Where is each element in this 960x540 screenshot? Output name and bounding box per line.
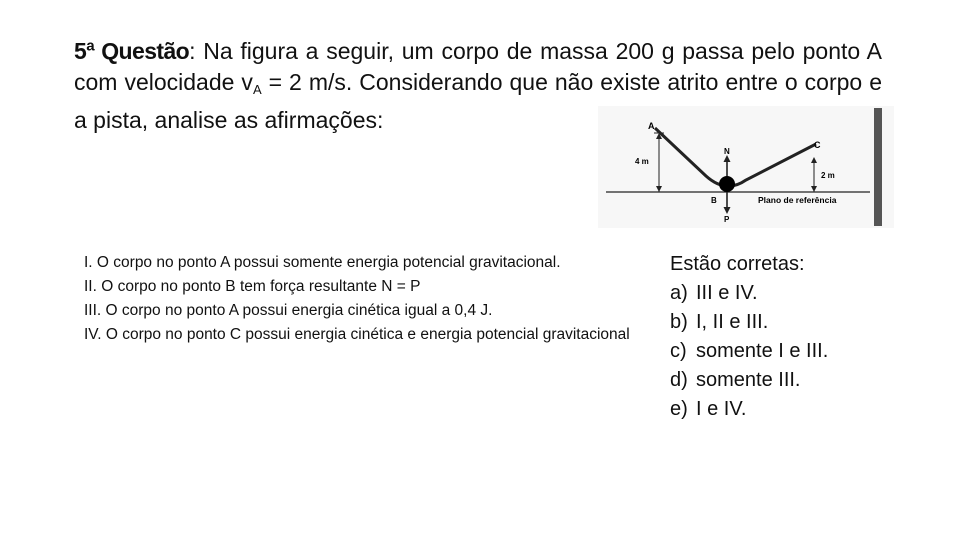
answer-options [670,250,930,424]
body-ball [719,176,735,192]
option-letter: c) [670,340,687,362]
point-b-label: B [711,196,717,205]
reference-plane-label: Plano de referência [758,195,837,205]
track-figure [598,106,894,228]
answer-option-a[interactable] [670,279,930,308]
figure-background [598,106,894,228]
question-text-part1: : Na figura a seguir, um corpo de massa 200 g passa pelo ponto A com velocidade v [74,38,883,95]
force-p-label: P [724,215,730,224]
answer-option-b[interactable] [670,308,930,337]
height-a-label: 4 m [635,157,649,166]
option-letter: e) [670,398,688,420]
option-text: III e IV. [696,282,758,304]
question-text-part2: = 2 m/s. Considerando que não existe atrito entre o corpo e a pista, analise as afirmações: [74,69,883,133]
answer-option-e[interactable] [670,395,930,424]
velocity-subscript: A [252,82,262,97]
option-letter: d) [670,369,688,391]
option-letter: b) [670,311,688,333]
answers-title: Estão corretas: [670,253,805,275]
figure-side-bar [874,108,882,226]
point-a-label: A [648,121,655,131]
point-c-label: C [814,140,821,150]
question-label: 5ª Questão [74,38,190,64]
statement-2: II. O corpo no ponto B tem força resultante N = P [84,278,421,295]
statement-3: III. O corpo no ponto A possui energia cinética igual a 0,4 J. [84,302,493,319]
track-diagram [598,106,894,228]
option-text: I, II e III. [696,311,769,333]
option-letter: a) [670,282,688,304]
statements-list [84,251,654,347]
answer-option-d[interactable] [670,366,930,395]
answer-option-c[interactable] [670,337,930,366]
option-text: somente I e III. [696,340,829,362]
statement-1: I. O corpo no ponto A possui somente energia potencial gravitacional. [84,254,561,271]
force-n-label: N [724,147,730,156]
height-c-label: 2 m [821,171,835,180]
statement-4: IV. O corpo no ponto C possui energia cinética e energia potencial gravitacional [84,326,630,343]
option-text: I e IV. [696,398,747,420]
option-text: somente III. [696,369,801,391]
